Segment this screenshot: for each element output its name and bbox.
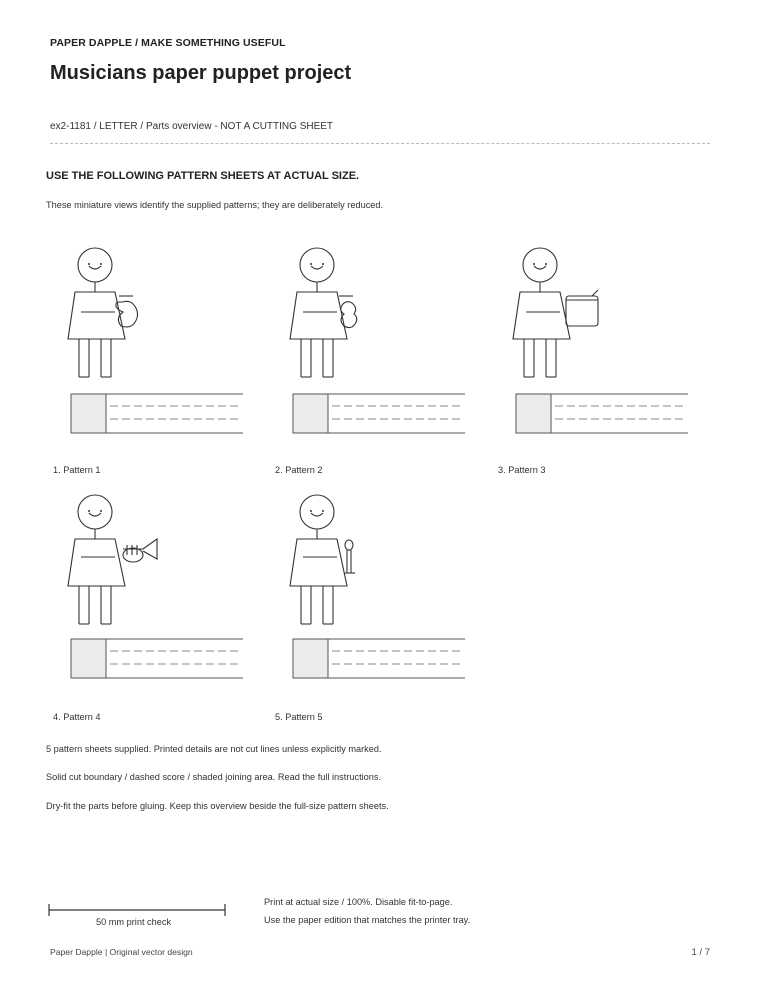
section-heading: USE THE FOLLOWING PATTERN SHEETS AT ACTUAL SIZE. — [46, 170, 360, 182]
pattern-caption: 5. Pattern 5 — [275, 712, 323, 722]
pattern-caption: 3. Pattern 3 — [498, 465, 546, 475]
pattern-thumbnail — [275, 491, 455, 731]
note-text: 5 pattern sheets supplied. Printed details are not cut lines unless explicitly marked. — [46, 744, 382, 754]
document-meta: ex2-1181 / LETTER / Parts overview - NOT A CUTTING SHEET — [50, 121, 334, 132]
pattern-caption: 1. Pattern 1 — [53, 465, 101, 475]
print-note: Use the paper edition that matches the printer tray. — [264, 915, 471, 925]
scale-label: 50 mm print check — [96, 917, 172, 927]
pattern-thumbnail — [53, 491, 233, 731]
note-text: Solid cut boundary / dashed score / shaded joining area. Read the full instructions. — [46, 772, 382, 782]
footer-credit: Paper Dapple | Original vector design — [50, 947, 193, 957]
brand-line: PAPER DAPPLE / MAKE SOMETHING USEFUL — [50, 37, 286, 49]
intro-text: These miniature views identify the supplied patterns; they are deliberately reduced. — [46, 200, 384, 210]
page-number: 1 / 7 — [691, 947, 710, 958]
pattern-thumbnail — [498, 244, 678, 484]
pattern-thumbnail — [53, 244, 233, 484]
pattern-thumbnail — [275, 244, 455, 484]
pattern-caption: 4. Pattern 4 — [53, 712, 101, 722]
page-title: Musicians paper puppet project — [50, 62, 352, 84]
pattern-caption: 2. Pattern 2 — [275, 465, 323, 475]
note-text: Dry-fit the parts before gluing. Keep this overview beside the full-size pattern sheets. — [46, 801, 389, 811]
print-note: Print at actual size / 100%. Disable fit-to-page. — [264, 897, 453, 907]
dashed-divider — [50, 143, 710, 144]
